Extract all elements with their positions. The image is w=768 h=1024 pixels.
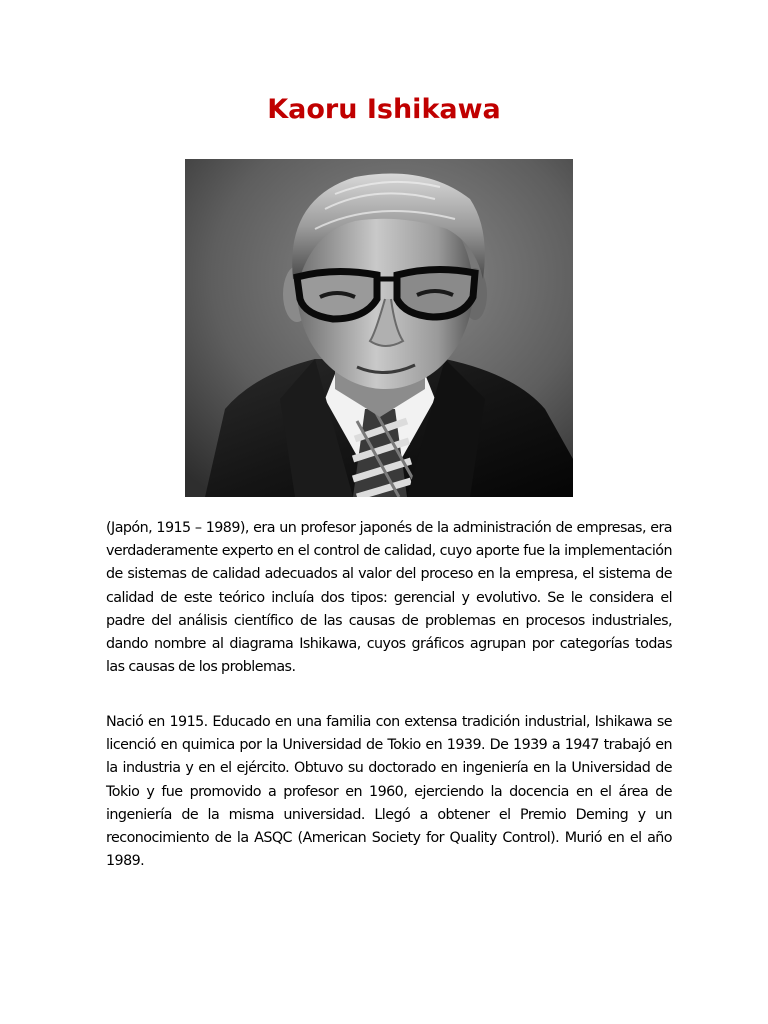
biography-paragraph: Nació en 1915. Educado en una familia con extensa tradición industrial, Ishikawa se licenció en quimica por la Universidad de Tokio en 1939. De 1939 a 1947 trabajó en la industria y en el ejército. Obtuvo su doctorado en ingeniería en la Universidad de Tokio y fue promovido a profesor en 1960, ejerciendo la docencia en el área de ingeniería de la misma universidad. Llegó a obtener el Premio Deming y un reconocimiento de la ASQC (American Society for Quality Control). Murió en el año 1989. <box>106 714 672 870</box>
page-title: Kaoru Ishikawa <box>267 94 501 125</box>
biography-paragraph: (Japón, 1915 – 1989), era un profesor japonés de la administración de empresas, era verdaderamente experto en el control de calidad, cuyo aporte fue la implementación de sistemas de calidad adecuados al valor del proceso en la empresa, el sistema de calidad de este teórico incluía dos tipos: gerencial y evolutivo. Se le considera el padre del análisis científico de las causas de problemas en procesos industriales, dando nombre al diagrama Ishikawa, cuyos gráficos agrupan por categorías todas las causas de los problemas. <box>106 520 672 676</box>
portrait-photo <box>185 159 573 497</box>
